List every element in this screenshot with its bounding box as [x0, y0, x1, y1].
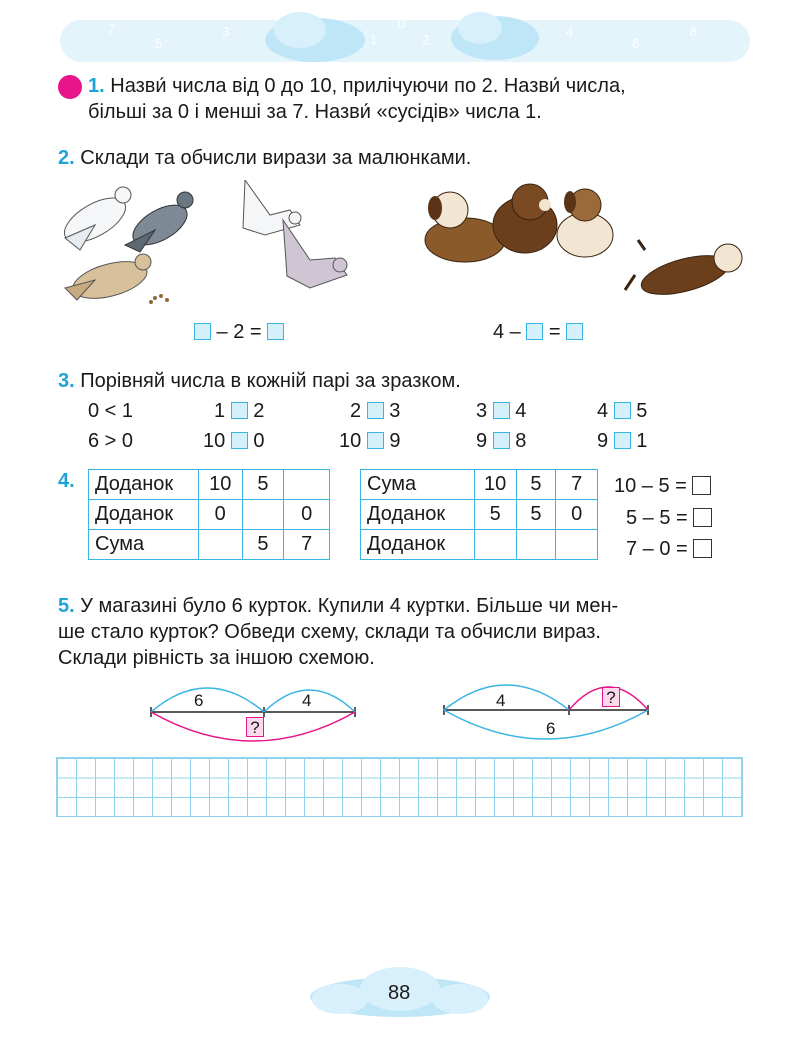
answer-cell[interactable]	[474, 530, 516, 560]
answer-cell[interactable]	[242, 500, 284, 530]
page-number: 88	[388, 982, 411, 1004]
task3-text	[58, 368, 461, 394]
answer-box[interactable]	[231, 432, 248, 449]
comparison-pair: 9 1	[597, 430, 648, 452]
sum-table-2	[360, 469, 598, 560]
task2-expression-2	[493, 319, 583, 345]
answer-cell[interactable]	[198, 530, 242, 560]
comparison-pair: 10 9	[339, 430, 401, 452]
comparison-pair: 1 2	[214, 400, 265, 422]
task1-line2: більші за 0 і менші за 7. Назви́ «сусідів» числа 1.	[88, 101, 542, 123]
task5-line2: ше стало курток? Обведи схему, склади та обчисли вираз.	[58, 621, 601, 643]
scheme-1[interactable]	[145, 672, 360, 752]
scheme2-unknown-box: ?	[602, 687, 620, 707]
task1-bullet	[58, 75, 82, 99]
header-number: 6	[632, 36, 640, 51]
header-number: 7	[108, 22, 116, 37]
table-row: Доданок 0 0	[89, 500, 330, 530]
puppy-3	[557, 189, 613, 257]
header-number: 2	[422, 32, 430, 47]
equation: 5 – 5 =	[626, 505, 712, 531]
answer-box[interactable]	[692, 476, 711, 495]
header-number: 4	[566, 24, 574, 39]
task5-line1: У магазині було 6 курток. Купили 4 куртки. Більше чи мен-	[80, 595, 619, 617]
table-row: Доданок 5 5 0	[361, 500, 598, 530]
answer-box[interactable]	[566, 323, 583, 340]
comparison-pair: 4 5	[597, 400, 648, 422]
header-number: 8	[690, 24, 698, 39]
header-number: 5	[155, 36, 163, 51]
scheme1-left-label: 6	[194, 691, 204, 710]
task3-number: 3.	[58, 370, 75, 392]
comparison-pair: 9 8	[476, 430, 527, 452]
gray-pigeon	[125, 192, 193, 253]
birds-illustration	[55, 180, 355, 315]
answer-box[interactable]	[493, 432, 510, 449]
answer-box[interactable]	[231, 402, 248, 419]
answer-box[interactable]	[693, 508, 712, 527]
comparison-example: 0 < 1	[88, 400, 134, 422]
task2-expression-1	[194, 319, 284, 345]
scheme2-left-label: 4	[496, 691, 506, 710]
scheme1-right-label: 4	[302, 691, 312, 710]
answer-cell[interactable]	[556, 530, 598, 560]
table-row: Сума 10 5 7	[361, 470, 598, 500]
task2-prompt: Склади та обчисли вирази за малюнками.	[80, 147, 472, 169]
comparison-pair: 2 3	[350, 400, 401, 422]
answer-box[interactable]	[267, 323, 284, 340]
task5-number: 5.	[58, 595, 75, 617]
header-number: 3	[222, 24, 230, 39]
running-puppy	[625, 240, 742, 302]
scheme2-bottom-label: 6	[546, 719, 556, 738]
header-number: 1	[370, 32, 378, 47]
answer-box[interactable]	[493, 402, 510, 419]
header-clouds	[0, 0, 800, 70]
flying-white-dove	[243, 180, 301, 235]
answer-box[interactable]	[693, 539, 712, 558]
addends-table-1	[88, 469, 330, 560]
puppies-illustration	[410, 180, 750, 310]
answer-cell[interactable]	[516, 530, 556, 560]
expr2-eq: =	[543, 321, 567, 343]
comparison-pair: 3 4	[476, 400, 527, 422]
scheme-2[interactable]	[438, 672, 653, 752]
expr1-op: – 2 =	[211, 321, 268, 343]
table-row: Доданок 10 5	[89, 470, 330, 500]
task2-text	[58, 145, 471, 171]
table-row: Доданок	[361, 530, 598, 560]
task1-line1: Назви́ числа від 0 до 10, прилічуючи по 2. Назви́ числа,	[110, 75, 626, 97]
task3-prompt: Порівняй числа в кожній парі за зразком.	[80, 370, 461, 392]
comparison-example: 6 > 0	[88, 430, 134, 452]
equation: 10 – 5 =	[614, 473, 711, 499]
task1-number: 1.	[88, 75, 105, 97]
puppy-2	[493, 184, 557, 253]
answer-box[interactable]	[526, 323, 543, 340]
table-row: Сума 5 7	[89, 530, 330, 560]
equation: 7 – 0 =	[626, 536, 712, 562]
writing-grid[interactable]	[56, 757, 743, 817]
header-number: 0	[398, 16, 406, 31]
task1-text	[88, 73, 768, 99]
brown-dove	[65, 254, 169, 305]
answer-box[interactable]	[614, 402, 631, 419]
answer-box[interactable]	[367, 432, 384, 449]
answer-cell[interactable]	[284, 470, 330, 500]
expr2-start: 4 –	[493, 321, 527, 343]
scheme1-unknown-box: ?	[246, 717, 264, 737]
answer-box[interactable]	[614, 432, 631, 449]
task5-text	[58, 593, 758, 619]
answer-box[interactable]	[367, 402, 384, 419]
task4-number: 4.	[58, 470, 75, 492]
white-dove	[58, 187, 133, 251]
task5-line3: Склади рівність за іншою схемою.	[58, 647, 375, 669]
comparison-pair: 10 0	[203, 430, 265, 452]
task2-number: 2.	[58, 147, 75, 169]
answer-box[interactable]	[194, 323, 211, 340]
flying-lilac-dove	[283, 220, 347, 288]
